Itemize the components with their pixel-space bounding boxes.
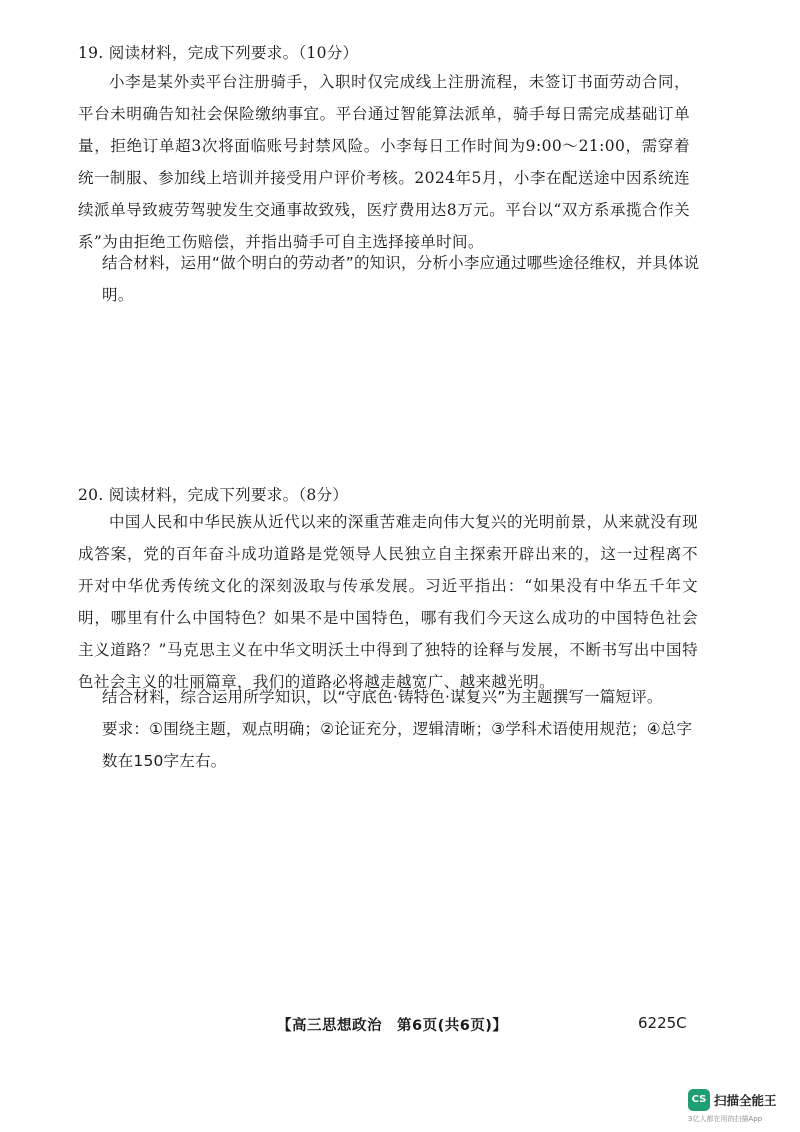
question-20-material: 中国人民和中华民族从近代以来的深重苦难走向伟大复兴的光明前景，从来就没有现成答案，党的百年奋斗成功道路是党领导人民独立自主探索开辟出来的，这一过程离不开对中华优秀传统文化的深刻汲取与传承发展。习近平指出：“如果没有中华五千年文明，哪里有什么中国特色？如果不是中国特色，哪有我们今天这么成功的中国特色社会主义道路？”马克思主义在中华文明沃土中得到了独特的诠释与发展，不断书写出中国特色社会主义的壮丽篇章，我们的道路必将越走越宽广、越来越光明。 [78, 513, 698, 691]
question-19-task: 结合材料，运用“做个明白的劳动者”的知识，分析小李应通过哪些途径维权，并具体说明。 [102, 254, 700, 304]
question-20-requirements: 要求：①围绕主题，观点明确；②论证充分，逻辑清晰；③学科术语使用规范；④总字数在150字左右。 [102, 720, 693, 770]
question-20-task: 结合材料，综合运用所学知识，以“守底色·铸特色·谋复兴”为主题撰写一篇短评。 [102, 688, 663, 706]
watermark-app-name: 扫描全能王 [714, 1093, 777, 1108]
scanner-watermark [678, 1089, 798, 1129]
question-19-title: 19. 阅读材料，完成下列要求。（10分） [78, 44, 359, 62]
footer-page-label: 【高三思想政治 第6页(共6页)】 [277, 1018, 508, 1034]
question-20-title: 20. 阅读材料，完成下列要求。（8分） [78, 486, 349, 504]
question-19-material: 小李是某外卖平台注册骑手，入职时仅完成线上注册流程，未签订书面劳动合同，平台未明确告知社会保险缴纳事宜。平台通过智能算法派单，骑手每日需完成基础订单量，拒绝订单超3次将面临账号封禁风险。小李每日工作时间为9:00～21:00，需穿着统一制服、参加线上培训并接受用户评价考核。2024年5月，小李在配送途中因系统连续派单导致疲劳驾驶发生交通事故致残，医疗费用达8万元。平台以“双方系承揽合作关系”为由拒绝工伤赔偿，并指出骑手可自主选择接单时间。 [78, 73, 690, 251]
watermark-subtitle: 3亿人都在用的扫描App [688, 1115, 763, 1123]
footer-exam-code: 6225C [638, 1014, 687, 1032]
camscanner-logo-icon: CS [688, 1089, 710, 1111]
